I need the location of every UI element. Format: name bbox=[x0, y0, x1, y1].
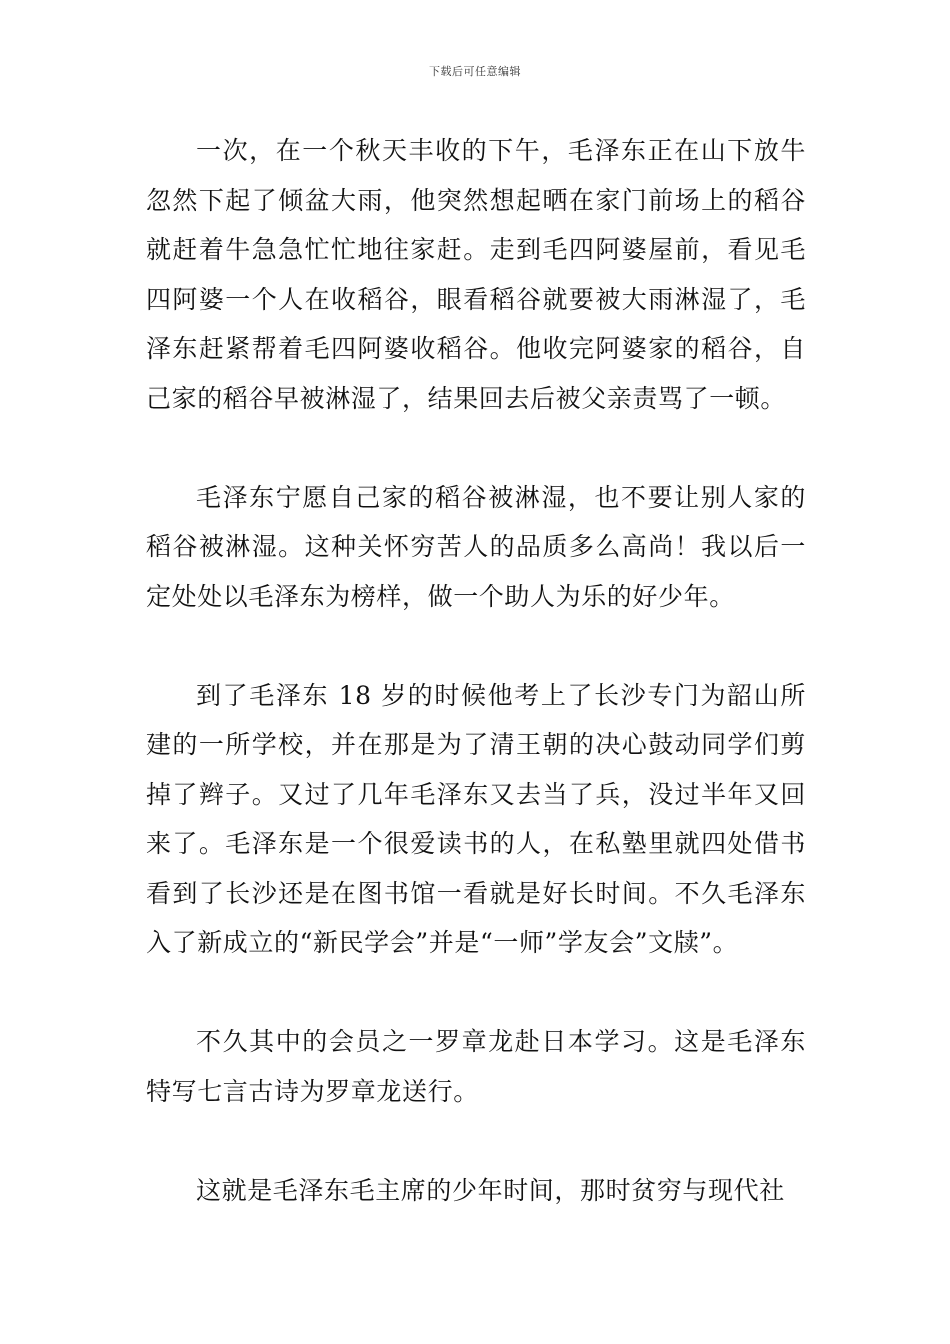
paragraph-2: 毛泽东宁愿自己家的稻谷被淋湿，也不要让别人家的稻谷被淋湿。这种关怀穷苦人的品质多么高尚！我以后一定处处以毛泽东为榜样，做一个助人为乐的好少年。 bbox=[146, 482, 806, 611]
page-header-note: 下载后可任意编辑 bbox=[429, 65, 521, 78]
paragraph-3: 到了毛泽东 18 岁的时候他考上了长沙专门为韶山所建的一所学校，并在那是为了清王朝的决心鼓动同学们剪掉了辫子。又过了几年毛泽东又去当了兵，没过半年又回来了。毛泽东是一个很爱读书的人，在私塾里就四处借书看到了长沙还是在图书馆一看就是好长时间。不久毛泽东入了新成立的“新民学会”并是“一师”学友会”文牍”。 bbox=[146, 680, 806, 957]
document-body bbox=[146, 126, 806, 1215]
paragraph-1: 一次，在一个秋天丰收的下午，毛泽东正在山下放牛忽然下起了倾盆大雨，他突然想起晒在家门前场上的稻谷就赶着牛急急忙忙地往家赶。走到毛四阿婆屋前，看见毛四阿婆一个人在收稻谷，眼看稻谷就要被大雨淋湿了，毛泽东赶紧帮着毛四阿婆收稻谷。他收完阿婆家的稻谷，自己家的稻谷早被淋湿了，结果回去后被父亲责骂了一顿。 bbox=[146, 136, 806, 413]
paragraph-5: 这就是毛泽东毛主席的少年时间，那时贫穷与现代社 bbox=[196, 1175, 785, 1205]
paragraph-4: 不久其中的会员之一罗章龙赴日本学习。这是毛泽东特写七言古诗为罗章龙送行。 bbox=[146, 1027, 806, 1106]
